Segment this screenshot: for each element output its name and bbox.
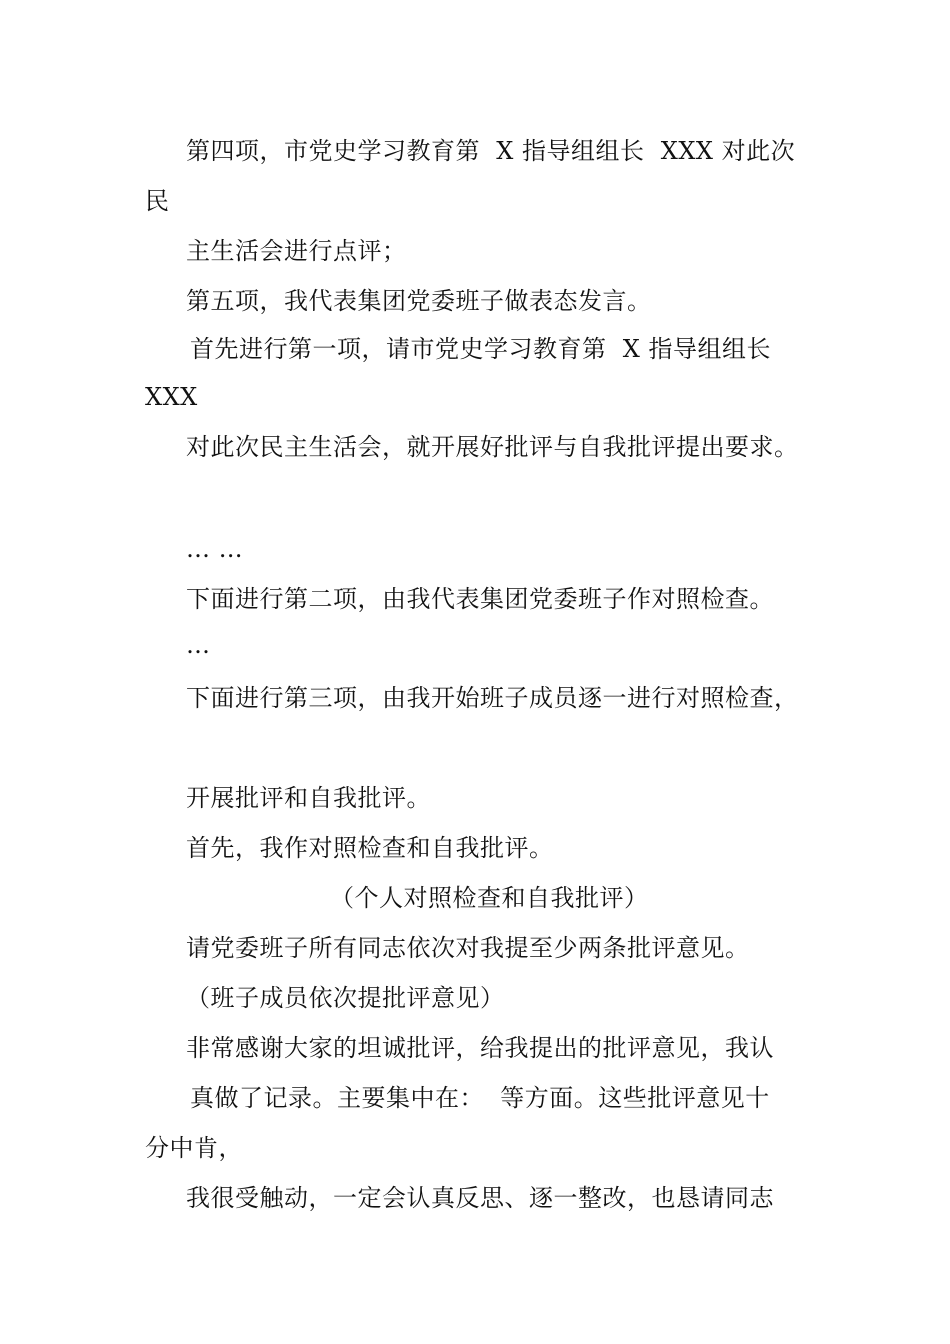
text-line: 首先，我作对照检查和自我批评。 <box>186 834 554 862</box>
text-line: 非常感谢大家的坦诚批评，给我提出的批评意见，我认 <box>186 1034 774 1062</box>
text-line: 主生活会进行点评； <box>186 237 407 265</box>
text-line: （班子成员依次提批评意见） <box>186 984 505 1012</box>
text-line: 分中肯， <box>145 1134 243 1162</box>
text-line: 下面进行第二项，由我代表集团党委班子作对照检查。 <box>186 585 774 613</box>
text-line: 我很受触动，一定会认真反思、逐一整改，也恳请同志 <box>186 1184 774 1212</box>
text-line: 下面进行第三项，由我开始班子成员逐一进行对照检查， <box>186 684 799 712</box>
text-line: 第五项，我代表集团党委班子做表态发言。 <box>186 287 652 315</box>
text-line: 第四项，市党史学习教育第 X 指导组组长 XXX 对此次 <box>186 137 796 165</box>
text-line: … <box>186 631 211 659</box>
text-line: 开展批评和自我批评。 <box>186 784 431 812</box>
text-line: 民 <box>145 187 170 215</box>
text-line: … … <box>186 535 244 563</box>
text-line: （个人对照检查和自我批评） <box>330 884 649 912</box>
text-line: XXX <box>145 383 198 411</box>
text-line: 请党委班子所有同志依次对我提至少两条批评意见。 <box>186 934 750 962</box>
text-line: 对此次民主生活会，就开展好批评与自我批评提出要求。 <box>186 433 799 461</box>
text-line: 真做了记录。主要集中在： 等方面。这些批评意见十 <box>190 1084 770 1112</box>
text-line: 首先进行第一项，请市党史学习教育第 X 指导组组长 <box>190 335 771 363</box>
